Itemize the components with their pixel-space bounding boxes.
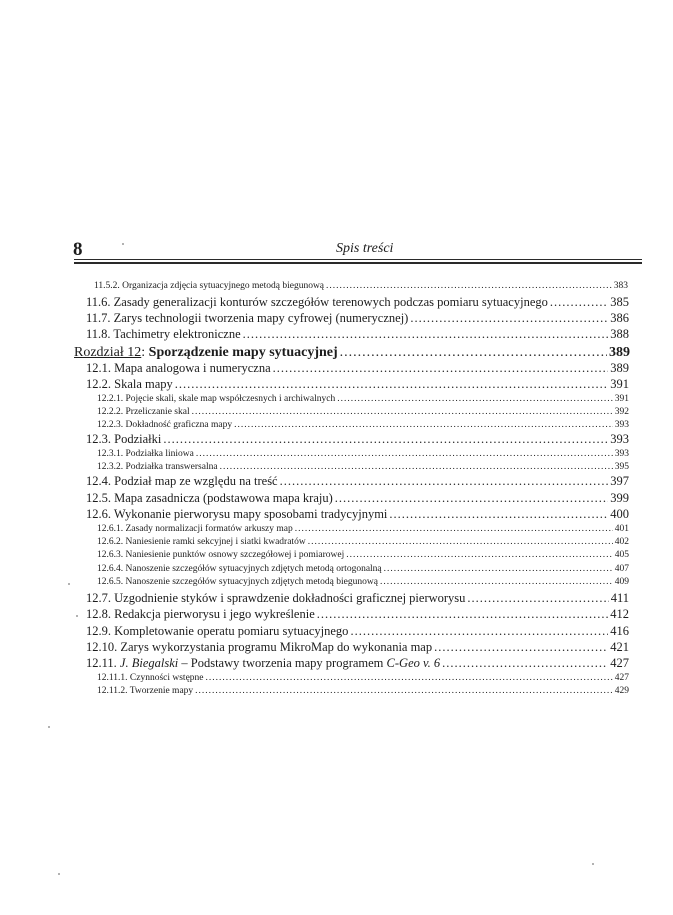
toc-entry-page: 393 (614, 420, 629, 430)
toc-dot-leader (192, 406, 613, 418)
toc-entry-label: 12.4. Podział map ze względu na treść (86, 474, 278, 488)
toc-entry-label: 12.9. Kompletowanie operatu pomiaru sytuacyjnego (86, 624, 349, 638)
toc-entry (97, 393, 629, 405)
toc-entry-label: 12.8. Redakcja pierworysu i jego wykreślenie (86, 607, 315, 621)
toc-dot-leader (384, 563, 613, 575)
toc-entry (86, 432, 629, 447)
scan-speck (122, 243, 124, 245)
toc-entry-page: 393 (614, 449, 629, 459)
toc-entry-page: 409 (614, 577, 629, 587)
toc-dot-leader (410, 311, 608, 326)
toc-entry (86, 377, 629, 392)
toc-entry-page: 427 (614, 673, 629, 683)
toc-entry-label: 12.2.1. Pojęcie skali, skale map współczesnych i archiwalnych (97, 394, 336, 404)
toc-entry-page: 389 (610, 361, 629, 375)
toc-entry (97, 549, 629, 561)
toc-entry (94, 280, 628, 292)
toc-entry-page: 402 (614, 537, 629, 547)
toc-entry-page: 429 (614, 686, 629, 696)
page-number: 8 (73, 239, 83, 260)
toc-entry (86, 507, 629, 522)
toc-dot-leader (326, 280, 612, 292)
toc-entry-page: 392 (614, 407, 629, 417)
toc-entry-label: 12.11.2. Tworzenie mapy (97, 686, 194, 696)
toc-entry-page: 391 (614, 394, 629, 404)
toc-entry-page: 405 (614, 550, 629, 560)
toc-dot-leader (206, 672, 613, 684)
toc-entry (86, 624, 629, 639)
scan-speck (592, 863, 594, 865)
toc-entry-label: 12.6.4. Nanoszenie szczegółów sytuacyjnych zdjętych metodą ortogonalną (97, 564, 382, 574)
toc-dot-leader (434, 640, 608, 655)
toc-entry-page: 416 (610, 624, 629, 638)
toc-entry (86, 491, 629, 506)
toc-entry-page: 391 (610, 377, 629, 391)
toc-entry-page: 421 (610, 640, 629, 654)
toc-entry-label: 12.3.2. Podziałka transwersalna (97, 462, 218, 472)
toc-entry-label: 11.7. Zarys technologii tworzenia mapy cyfrowej (numerycznej) (86, 311, 409, 325)
toc-entry (97, 672, 629, 684)
toc-entry-page: 397 (610, 474, 629, 488)
toc-entry (86, 474, 629, 489)
toc-entry (86, 327, 629, 342)
scan-speck (76, 615, 78, 617)
toc-entry-page: 399 (610, 491, 629, 505)
toc-entry (97, 523, 629, 535)
toc-entry (86, 640, 629, 655)
toc-entry-label: 12.6.2. Naniesienie ramki sekcyjnej i siatki kwadratów (97, 537, 306, 547)
toc-entry-label: 12.7. Uzgodnienie styków i sprawdzenie dokładności graficznej pierworysu (86, 591, 466, 605)
toc-entry-label: 12.3.1. Podziałka liniowa (97, 449, 194, 459)
scan-speck (68, 583, 70, 585)
toc-dot-leader (442, 656, 608, 671)
author-name: J. Biegalski (119, 656, 179, 670)
toc-dot-leader (550, 295, 608, 310)
toc-entry-page: 401 (614, 524, 629, 534)
toc-entry (97, 461, 629, 473)
toc-entry-label: 12.10. Zarys wykorzystania programu MikroMap do wykonania map (86, 640, 433, 654)
program-name: C-Geo v. 6 (386, 656, 441, 670)
toc-entry-label: 12.11.1. Czynności wstępne (97, 673, 204, 683)
toc-dot-leader (308, 536, 613, 548)
toc-entry (86, 311, 629, 326)
toc-chapter-entry (74, 344, 630, 361)
toc-dot-leader (295, 523, 613, 535)
toc-dot-leader (163, 432, 608, 447)
toc-entry-label: 12.5. Mapa zasadnicza (podstawowa mapa kraju) (86, 491, 333, 505)
toc-entry-label: 12.2. Skala mapy (86, 377, 173, 391)
toc-entry (86, 295, 629, 310)
toc-entry-page: 400 (610, 507, 629, 521)
toc-entry (86, 607, 629, 622)
toc-entry-label: 12.3. Podziałki (86, 432, 162, 446)
toc-dot-leader (196, 448, 613, 460)
chapter-title: Sporządzenie mapy sytuacyjnej (148, 345, 338, 360)
toc-entry (86, 656, 629, 671)
toc-entry-label: 12.1. Mapa analogowa i numeryczna (86, 361, 271, 375)
toc-dot-leader (337, 393, 613, 405)
toc-entry (97, 563, 629, 575)
toc-entry (86, 591, 629, 606)
toc-dot-leader (195, 685, 613, 697)
toc-dot-leader (175, 377, 608, 392)
scan-speck (48, 726, 50, 728)
toc-dot-leader (317, 607, 608, 622)
toc-entry (97, 576, 629, 588)
toc-entry-page: 388 (610, 327, 629, 341)
toc-entry (97, 448, 629, 460)
toc-entry-page: 407 (614, 564, 629, 574)
toc-dot-leader (389, 507, 608, 522)
toc-dot-leader (340, 344, 607, 361)
toc-dot-leader (467, 591, 608, 606)
toc-dot-leader (346, 549, 613, 561)
toc-chapter-label (74, 344, 338, 361)
scan-speck (58, 873, 60, 875)
toc-dot-leader (380, 576, 613, 588)
toc-entry (97, 685, 629, 697)
toc-dot-leader (350, 624, 608, 639)
toc-entry-label (86, 656, 440, 671)
toc-entry-label: 11.6. Zasady generalizacji konturów szczegółów terenowych podczas pomiaru sytuacyjnego (86, 295, 548, 309)
toc-entry-label: 12.6.3. Naniesienie punktów osnowy szczegółowej i pomiarowej (97, 550, 345, 560)
toc-entry-label: 11.8. Tachimetry elektroniczne (86, 327, 241, 341)
toc-dot-leader (243, 327, 609, 342)
section-number: 12.11. (86, 656, 120, 670)
toc-entry-page: 411 (610, 591, 629, 605)
toc-entry-label: 12.6.1. Zasady normalizacji formatów arkuszy map (97, 524, 293, 534)
toc-dot-leader (280, 474, 609, 489)
toc-entry-label: 12.6. Wykonanie pierworysu mapy sposobami tradycyjnymi (86, 507, 388, 521)
toc-entry-label: 12.2.2. Przeliczanie skal (97, 407, 190, 417)
toc-entry-page: 386 (610, 311, 629, 325)
section-title: – Podstawy tworzenia mapy programem (178, 656, 387, 670)
toc-entry-page: 395 (614, 462, 629, 472)
toc-entry-label: 12.2.3. Dokładność graficzna mapy (97, 420, 233, 430)
toc-dot-leader (234, 419, 613, 431)
toc-entry-page: 385 (610, 295, 629, 309)
toc-entry-page: 389 (609, 345, 630, 360)
toc-entry-page: 383 (613, 281, 628, 291)
toc-entry-label: 11.5.2. Organizacja zdjęcia sytuacyjnego metodą biegunową (94, 281, 325, 291)
toc-entry (97, 419, 629, 431)
toc-dot-leader (273, 361, 609, 376)
header-rule-thin (74, 259, 642, 260)
toc-entry-page: 412 (610, 607, 629, 621)
toc-entry-page: 393 (610, 432, 629, 446)
toc-entry (97, 406, 629, 418)
toc-dot-leader (220, 461, 613, 473)
toc-entry (86, 361, 629, 376)
toc-entry-label: 12.6.5. Nanoszenie szczegółów sytuacyjnych zdjętych metodą biegunową (97, 577, 378, 587)
toc-entry (97, 536, 629, 548)
header-rule-thick (74, 262, 642, 264)
chapter-number: Rozdział 12 (74, 345, 142, 360)
toc-entry-page: 427 (610, 656, 629, 670)
toc-dot-leader (335, 491, 608, 506)
running-title: Spis treści (336, 241, 394, 256)
chapter-separator: : (141, 345, 149, 360)
